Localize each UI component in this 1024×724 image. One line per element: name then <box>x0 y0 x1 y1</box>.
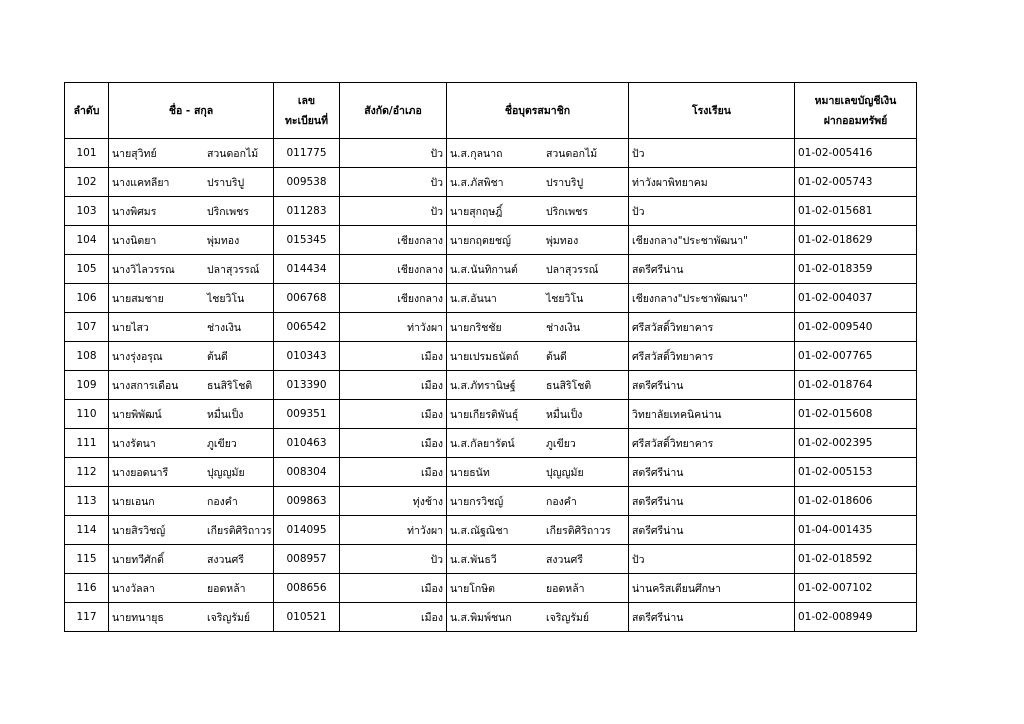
table-row <box>65 284 917 313</box>
header-school: โรงเรียน <box>629 83 795 139</box>
child-name <box>447 168 629 197</box>
account-number: 01-02-008949 <box>795 603 917 632</box>
registration-number: 014434 <box>274 255 340 284</box>
row-no: 109 <box>65 371 109 400</box>
member-last-name: หมื่นเป็ง <box>207 408 244 421</box>
child-first-name: น.ส.กุลนาถ <box>450 147 503 160</box>
table-row <box>65 371 917 400</box>
member-name <box>109 458 274 487</box>
member-first-name: นางแคทลียา <box>112 176 170 189</box>
registration-number: 011775 <box>274 139 340 168</box>
member-name <box>109 371 274 400</box>
row-no: 105 <box>65 255 109 284</box>
district: เมือง <box>340 371 447 400</box>
member-name <box>109 429 274 458</box>
child-first-name: นายกฤตยชญ์ <box>450 234 511 247</box>
member-last-name: ปลาสุวรรณ์ <box>207 263 260 276</box>
registration-number: 014095 <box>274 516 340 545</box>
school: สตรีศรีน่าน <box>629 487 795 516</box>
row-no: 114 <box>65 516 109 545</box>
district: เชียงกลาง <box>340 284 447 313</box>
school: วิทยาลัยเทคนิคน่าน <box>629 400 795 429</box>
school: สตรีศรีน่าน <box>629 371 795 400</box>
member-first-name: นายสมชาย <box>112 292 164 305</box>
member-first-name: นางวัลลา <box>112 582 155 595</box>
registration-number: 010521 <box>274 603 340 632</box>
school: สตรีศรีน่าน <box>629 255 795 284</box>
member-last-name: สวนดอกไม้ <box>207 147 259 160</box>
child-first-name: นายธนัท <box>450 466 490 479</box>
child-first-name: น.ส.ภัทรานิษฐ์ <box>450 379 516 392</box>
row-no: 112 <box>65 458 109 487</box>
member-first-name: นางยอดนารี <box>112 466 169 479</box>
member-last-name: ปริกเพชร <box>207 205 249 218</box>
account-number: 01-02-005743 <box>795 168 917 197</box>
child-first-name: นายกริชชัย <box>450 321 502 334</box>
table-row <box>65 255 917 284</box>
member-first-name: นางสการเดือน <box>112 379 179 392</box>
member-name <box>109 168 274 197</box>
account-number: 01-04-001435 <box>795 516 917 545</box>
registration-number: 010463 <box>274 429 340 458</box>
school: ปัว <box>629 139 795 168</box>
child-name <box>447 255 629 284</box>
member-first-name: นายทนายุธ <box>112 611 164 624</box>
member-last-name: เจริญรัมย์ <box>207 611 251 624</box>
district: เมือง <box>340 342 447 371</box>
member-last-name: ภูเขียว <box>207 437 237 450</box>
child-name <box>447 458 629 487</box>
account-number: 01-02-018606 <box>795 487 917 516</box>
header-row <box>65 83 917 139</box>
child-name <box>447 139 629 168</box>
account-number: 01-02-005416 <box>795 139 917 168</box>
child-last-name: เจริญรัมย์ <box>546 611 590 624</box>
member-first-name: นางรัตนา <box>112 437 156 450</box>
table-row <box>65 603 917 632</box>
header-no: ลำดับ <box>65 83 109 139</box>
member-name <box>109 313 274 342</box>
row-no: 117 <box>65 603 109 632</box>
district: ทุ่งช้าง <box>340 487 447 516</box>
child-last-name: กองคำ <box>546 495 577 508</box>
child-last-name: ภูเขียว <box>546 437 576 450</box>
table-row <box>65 487 917 516</box>
account-number: 01-02-018359 <box>795 255 917 284</box>
account-number: 01-02-002395 <box>795 429 917 458</box>
member-first-name: นายสุวิทย์ <box>112 147 157 160</box>
header-account <box>795 83 917 139</box>
account-number: 01-02-018629 <box>795 226 917 255</box>
header-reg <box>274 83 340 139</box>
member-last-name: ปราบริปู <box>207 176 245 189</box>
child-first-name: น.ส.ภัสพิชา <box>450 176 504 189</box>
table-row <box>65 574 917 603</box>
child-last-name: หมื่นเป็ง <box>546 408 583 421</box>
member-last-name: ต้นดี <box>207 350 228 363</box>
district: ปัว <box>340 545 447 574</box>
row-no: 104 <box>65 226 109 255</box>
account-number: 01-02-015681 <box>795 197 917 226</box>
registration-number: 006542 <box>274 313 340 342</box>
child-last-name: ปริกเพชร <box>546 205 588 218</box>
member-first-name: นางนิตยา <box>112 234 157 247</box>
member-name <box>109 487 274 516</box>
district: เมือง <box>340 429 447 458</box>
district: เมือง <box>340 574 447 603</box>
child-first-name: น.ส.ณัฐณิชา <box>450 524 509 537</box>
child-name <box>447 371 629 400</box>
district: เมือง <box>340 603 447 632</box>
registration-number: 008304 <box>274 458 340 487</box>
member-last-name: ช่างเงิน <box>207 321 242 334</box>
header-child: ชื่อบุตรสมาชิก <box>447 83 629 139</box>
registration-number: 010343 <box>274 342 340 371</box>
child-first-name: นายโกษิต <box>450 582 495 595</box>
member-name <box>109 400 274 429</box>
member-name <box>109 545 274 574</box>
registration-number: 009351 <box>274 400 340 429</box>
child-last-name: ไชยวิโน <box>546 292 584 305</box>
school: น่านคริสเตียนศึกษา <box>629 574 795 603</box>
table-row <box>65 400 917 429</box>
school: ปัว <box>629 545 795 574</box>
member-name <box>109 516 274 545</box>
child-last-name: ปราบริปู <box>546 176 584 189</box>
table-row <box>65 313 917 342</box>
district: เมือง <box>340 458 447 487</box>
table-row <box>65 458 917 487</box>
child-first-name: นายสุกฤษฎิ์ <box>450 205 503 218</box>
member-last-name: พุ่มทอง <box>207 234 240 247</box>
member-name <box>109 342 274 371</box>
member-name <box>109 603 274 632</box>
member-name <box>109 255 274 284</box>
child-last-name: ต้นดี <box>546 350 567 363</box>
child-name <box>447 574 629 603</box>
header-reg-line2: ทะเบียนที่ <box>284 114 329 127</box>
child-name <box>447 487 629 516</box>
account-number: 01-02-009540 <box>795 313 917 342</box>
member-first-name: นางพิศมร <box>112 205 157 218</box>
row-no: 115 <box>65 545 109 574</box>
account-number: 01-02-018592 <box>795 545 917 574</box>
row-no: 111 <box>65 429 109 458</box>
school: สตรีศรีน่าน <box>629 603 795 632</box>
registration-number: 011283 <box>274 197 340 226</box>
member-last-name: ยอดหล้า <box>207 582 246 595</box>
row-no: 102 <box>65 168 109 197</box>
table-row <box>65 516 917 545</box>
child-first-name: น.ส.นันทิกานต์ <box>450 263 518 276</box>
member-last-name: กองคำ <box>207 495 238 508</box>
member-first-name: นายสิรวิชญ์ <box>112 524 166 537</box>
school: สตรีศรีน่าน <box>629 516 795 545</box>
district: เชียงกลาง <box>340 255 447 284</box>
registration-number: 013390 <box>274 371 340 400</box>
member-name <box>109 284 274 313</box>
member-first-name: นางรุ่งอรุณ <box>112 350 163 363</box>
child-first-name: นายเกียรติพันธุ์ <box>450 408 519 421</box>
table-row <box>65 139 917 168</box>
member-last-name: ไชยวิโน <box>207 292 245 305</box>
table-row <box>65 226 917 255</box>
district: เชียงกลาง <box>340 226 447 255</box>
member-last-name: ปุญญมัย <box>207 466 245 479</box>
registration-number: 009538 <box>274 168 340 197</box>
row-no: 108 <box>65 342 109 371</box>
member-first-name: นายทวีศักดิ์ <box>112 553 164 566</box>
child-name <box>447 545 629 574</box>
account-number: 01-02-015608 <box>795 400 917 429</box>
school: ศรีสวัสดิ์วิทยาคาร <box>629 429 795 458</box>
registration-number: 006768 <box>274 284 340 313</box>
child-last-name: ธนสิริโชติ <box>546 379 592 392</box>
district: เมือง <box>340 400 447 429</box>
row-no: 110 <box>65 400 109 429</box>
school: ศรีสวัสดิ์วิทยาคาร <box>629 342 795 371</box>
table-row <box>65 545 917 574</box>
district: ท่าวังผา <box>340 313 447 342</box>
member-first-name: นางวิไลวรรณ <box>112 263 175 276</box>
registration-number: 009863 <box>274 487 340 516</box>
child-last-name: เกียรติศิริถาวร <box>546 524 611 537</box>
member-table <box>64 82 917 632</box>
member-first-name: นายไสว <box>112 321 149 334</box>
member-first-name: นายเอนก <box>112 495 155 508</box>
school: เชียงกลาง"ประชาพัฒนา" <box>629 226 795 255</box>
account-number: 01-02-007765 <box>795 342 917 371</box>
child-last-name: สงวนศรี <box>546 553 583 566</box>
child-last-name: ยอดหล้า <box>546 582 585 595</box>
child-last-name: ปลาสุวรรณ์ <box>546 263 599 276</box>
header-account-line2: ฝากออมทรัพย์ <box>823 114 888 127</box>
header-account-line1: หมายเลขบัญชีเงิน <box>814 94 897 107</box>
child-last-name: ช่างเงิน <box>546 321 581 334</box>
row-no: 116 <box>65 574 109 603</box>
member-name <box>109 197 274 226</box>
account-number: 01-02-007102 <box>795 574 917 603</box>
school: ศรีสวัสดิ์วิทยาคาร <box>629 313 795 342</box>
row-no: 107 <box>65 313 109 342</box>
child-name <box>447 226 629 255</box>
child-first-name: น.ส.กัลยารัตน์ <box>450 437 515 450</box>
account-number: 01-02-004037 <box>795 284 917 313</box>
child-name <box>447 516 629 545</box>
child-name <box>447 342 629 371</box>
registration-number: 015345 <box>274 226 340 255</box>
child-name <box>447 603 629 632</box>
child-first-name: นายเปรมธนัตถ์ <box>450 350 519 363</box>
school: สตรีศรีน่าน <box>629 458 795 487</box>
child-name <box>447 197 629 226</box>
header-district: สังกัด/อำเภอ <box>340 83 447 139</box>
child-first-name: น.ส.พิมพ์ชนก <box>450 611 512 624</box>
member-name <box>109 226 274 255</box>
row-no: 113 <box>65 487 109 516</box>
header-reg-line1: เลข <box>297 94 316 107</box>
member-last-name: สงวนศรี <box>207 553 244 566</box>
member-name <box>109 139 274 168</box>
member-first-name: นายพิพัฒน์ <box>112 408 162 421</box>
child-last-name: พุ่มทอง <box>546 234 579 247</box>
district: ท่าวังผา <box>340 516 447 545</box>
school: เชียงกลาง"ประชาพัฒนา" <box>629 284 795 313</box>
registration-number: 008957 <box>274 545 340 574</box>
member-name <box>109 574 274 603</box>
child-name <box>447 400 629 429</box>
child-first-name: นายกรวิชญ์ <box>450 495 504 508</box>
table-row <box>65 168 917 197</box>
child-last-name: ปุญญมัย <box>546 466 584 479</box>
row-no: 101 <box>65 139 109 168</box>
child-first-name: น.ส.พันธวี <box>450 553 497 566</box>
account-number: 01-02-018764 <box>795 371 917 400</box>
child-name <box>447 284 629 313</box>
member-last-name: เกียรติศิริถาวร <box>207 524 272 537</box>
row-no: 106 <box>65 284 109 313</box>
district: ปัว <box>340 168 447 197</box>
district: ปัว <box>340 197 447 226</box>
child-name <box>447 429 629 458</box>
header-name: ชื่อ - สกุล <box>109 83 274 139</box>
table-row <box>65 342 917 371</box>
school: ท่าวังผาพิทยาคม <box>629 168 795 197</box>
table-row <box>65 429 917 458</box>
table-row <box>65 197 917 226</box>
account-number: 01-02-005153 <box>795 458 917 487</box>
registration-number: 008656 <box>274 574 340 603</box>
row-no: 103 <box>65 197 109 226</box>
child-name <box>447 313 629 342</box>
school: ปัว <box>629 197 795 226</box>
child-first-name: น.ส.อันนา <box>450 292 497 305</box>
child-last-name: สวนดอกไม้ <box>546 147 598 160</box>
member-last-name: ธนสิริโชติ <box>207 379 253 392</box>
district: ปัว <box>340 139 447 168</box>
